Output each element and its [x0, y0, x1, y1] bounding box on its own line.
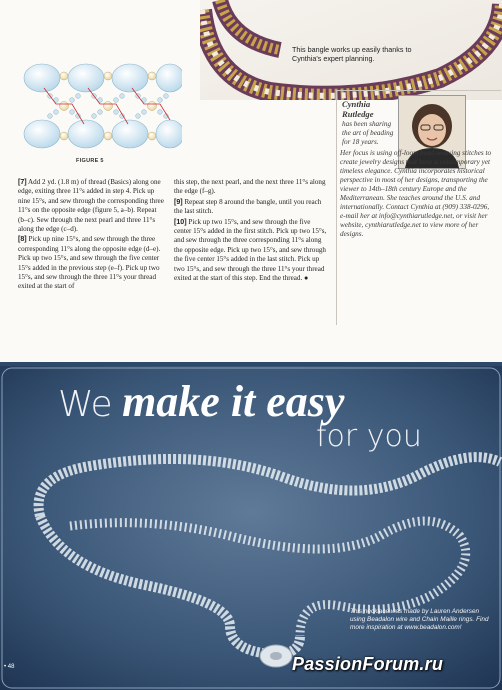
step-number: [9]	[174, 197, 183, 206]
page-number: • 48	[4, 664, 15, 670]
instructions-column-1	[18, 178, 166, 293]
watermark: PassionForum.ru	[292, 654, 444, 674]
instructions-column-2	[174, 178, 328, 284]
step-paragraph	[18, 235, 166, 291]
step-paragraph	[174, 218, 328, 284]
step-number: [8]	[18, 235, 27, 244]
headline-we: We	[58, 384, 123, 425]
step-text: Repeat step 8 around the bangle, until you reach the last stitch.	[174, 197, 322, 216]
author-bio	[342, 99, 497, 239]
author-name: Cynthia Rutledge	[342, 99, 374, 119]
step-paragraph	[174, 178, 328, 197]
step-paragraph	[174, 198, 328, 217]
step-number: [10]	[174, 217, 187, 226]
step-paragraph	[18, 178, 166, 234]
step-text: this step, the next pearl, and the next three 11°s along the edge (f–g).	[174, 178, 326, 196]
author-intro: has been sharing the art of beading for 18 years.	[342, 120, 394, 146]
figure-label: FIGURE 5	[76, 158, 104, 164]
headline-for-you: for you	[316, 419, 422, 454]
author-body: Her focus is using off-loom bead-weaving stitches to create jewelry designs that have a contemporary yet timeless elegance. Cynthia incorporates historical perspective in most of her designs, transporting the viewer to 14th–18th century Europe and the Mediterranean. She teaches around the U.S. and internationally. Contact Cynthia at (909) 338-0296, e-mail her at info@cynthiarutledge.net, or visit her website, cynthiarutledge.net to view more of her designs.	[340, 149, 492, 238]
step-number: [7]	[18, 178, 27, 186]
step-text: Pick up nine 15°s, and sew through the three corresponding 11°s along the opposite edge (d–e). Pick up two 15°s, and sew through the five center 15°s added in the previous step (e–f). Pick up two 15°s, and sew through the three 11°s your thread exited at the start of	[18, 235, 161, 291]
figure-5-diagram	[20, 54, 182, 158]
advertisement	[0, 362, 502, 690]
bangle-caption: This bangle works up easily thanks to Cynthia's expert planning.	[292, 45, 412, 63]
ad-headline	[58, 377, 345, 432]
headline-make-it-easy: make it easy	[122, 377, 345, 426]
step-text: Add 2 yd. (1.8 m) of thread (Basics) along one edge, exiting three 11°s added in step 4. Pick up nine 15°s, and sew through the corresponding three 11°s on the opposite edge (figure 5, a–b). Repeat (b–c). Sew through the next pearl and three 11°s along the edge (c–d).	[18, 178, 164, 234]
step-text: Pick up two 15°s, and sew through the five center 15°s added in the first stitch. Pick up two 15°s, and sew through the three corresponding 11°s along the opposite edge. Pick up two 15°s, and sew through the five center 15°s added in the last stitch. Pick up two 15°s, and sew through the three 11°s your thread exited at the start of this step. End the thread. ●	[174, 217, 327, 283]
necklace-caption: This necklace was made by Lauren Andersen using Beadalon wire and Chain Maille rings. Find more inspiration at www.beadalon.com!	[350, 608, 489, 631]
